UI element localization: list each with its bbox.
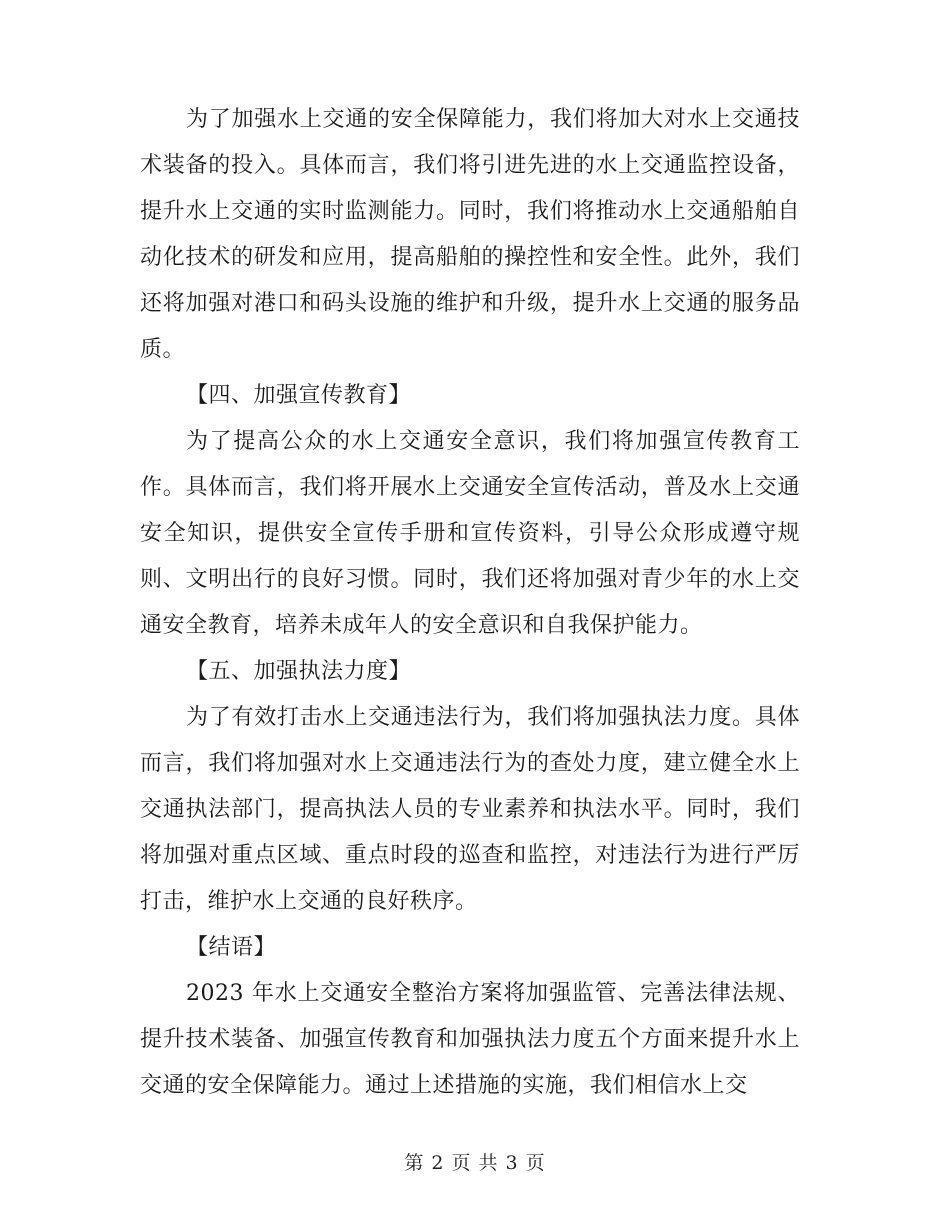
- paragraph-publicity: 为了提高公众的水上交通安全意识，我们将加强宣传教育工作。具体而言，我们将开展水上交通安全宣传活动，普及水上交通安全知识，提供安全宣传手册和宣传资料，引导公众形成遵守规则、文明出行的良好习惯。同时，我们还将加强对青少年的水上交通安全教育，培养未成年人的安全意识和自我保护能力。: [140, 429, 800, 638]
- section-heading-publicity: 【四、加强宣传教育】: [186, 383, 412, 408]
- document-body: [140, 97, 800, 1109]
- paragraph-tech-equipment: 为了加强水上交通的安全保障能力，我们将加大对水上交通技术装备的投入。具体而言，我们将引进先进的水上交通监控设备，提升水上交通的实时监测能力。同时，我们将推动水上交通船舶自动化技术的研发和应用，提高船舶的操控性和安全性。此外，我们还将加强对港口和码头设施的维护和升级，提升水上交通的服务品质。: [140, 107, 800, 362]
- section-heading-enforcement: 【五、加强执法力度】: [186, 659, 412, 684]
- paragraph-enforcement: 为了有效打击水上交通违法行为，我们将加强执法力度。具体而言，我们将加强对水上交通违法行为的查处力度，建立健全水上交通执法部门，提高执法人员的专业素养和执法水平。同时，我们将加强对重点区域、重点时段的巡查和监控，对违法行为进行严厉打击，维护水上交通的良好秩序。: [140, 705, 800, 914]
- paragraph-conclusion: 2023 年水上交通安全整治方案将加强监管、完善法律法规、提升技术装备、加强宣传教育和加强执法力度五个方面来提升水上交通的安全保障能力。通过上述措施的实施，我们相信水上交: [140, 981, 800, 1098]
- section-heading-conclusion: 【结语】: [186, 935, 277, 960]
- page-number-footer: 第 2 页 共 3 页: [404, 1152, 546, 1174]
